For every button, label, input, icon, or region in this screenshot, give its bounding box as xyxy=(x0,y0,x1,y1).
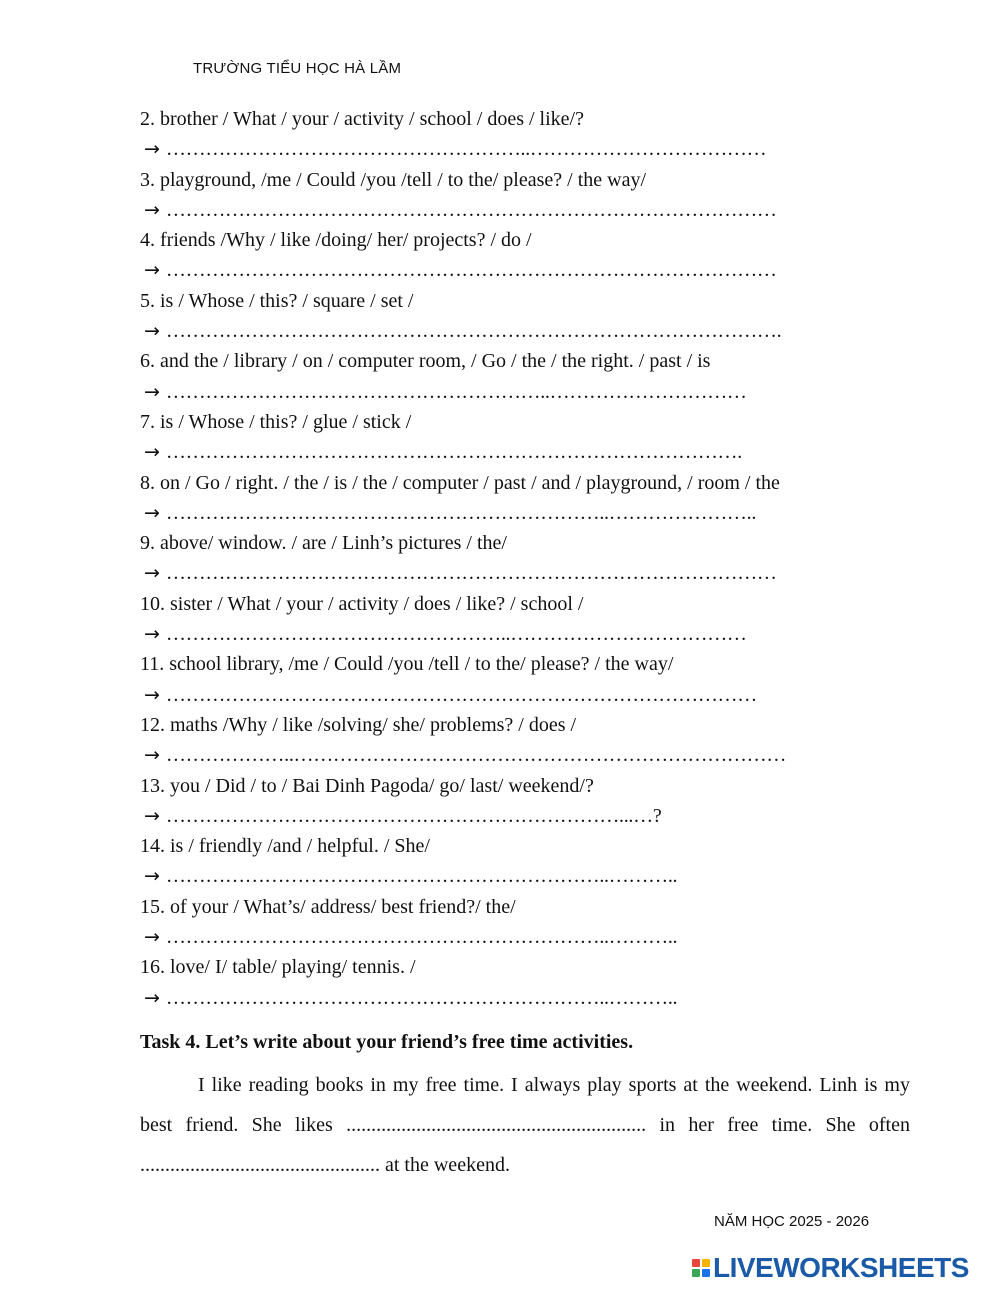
answer-blank[interactable]: …………………………………………………..………………………… xyxy=(165,380,747,403)
paragraph-text: I like reading books in my free time. I always play sports at the weekend. Linh is my best friend. She likes ............................................................ in her free time. She often ................................................ at the weekend. xyxy=(140,1074,910,1176)
question-line: 14. is / friendly /and / helpful. / She/ xyxy=(140,835,430,858)
question-line: 15. of your / What’s/ address/ best friend?/ the/ xyxy=(140,895,516,918)
answer-blank[interactable]: ……………………………………………………………………………. xyxy=(165,441,742,464)
answer-line[interactable] xyxy=(140,619,930,649)
question-line: 8. on / Go / right. / the / is / the / computer / past / and / playground, / room / the xyxy=(140,471,780,494)
arrow-icon: → xyxy=(144,259,160,282)
answer-blank[interactable]: ………………………………………………..……………………………… xyxy=(165,138,767,161)
school-year-footer: NĂM HỌC 2025 - 2026 xyxy=(714,1213,870,1230)
arrow-icon: → xyxy=(144,198,160,221)
question-line: 4. friends /Why / like /doing/ her/ projects? / do / xyxy=(140,229,532,252)
answer-line[interactable] xyxy=(140,255,930,285)
logo-square xyxy=(692,1259,700,1267)
logo-square xyxy=(692,1269,700,1277)
question-line: 12. maths /Why / like /solving/ she/ problems? / does / xyxy=(140,713,577,736)
answer-line[interactable] xyxy=(140,498,930,528)
answer-line[interactable] xyxy=(140,134,930,164)
logo-text: LIVEWORKSHEETS xyxy=(713,1252,969,1283)
arrow-icon: → xyxy=(144,501,160,524)
question-line: 7. is / Whose / this? / glue / stick / xyxy=(140,410,412,433)
question-line: 5. is / Whose / this? / square / set / xyxy=(140,289,414,312)
question-line: 9. above/ window. / are / Linh’s pictures / the/ xyxy=(140,532,507,555)
answer-blank[interactable]: …………………………………………………………..……….. xyxy=(165,926,678,949)
answer-line[interactable] xyxy=(140,316,930,346)
question-line: 2. brother / What / your / activity / school / does / like/? xyxy=(140,108,584,130)
answer-line[interactable] xyxy=(140,680,930,710)
arrow-icon: → xyxy=(144,986,160,1009)
question-line: 11. school library, /me / Could /you /tell / to the/ please? / the way/ xyxy=(140,653,674,676)
answer-blank[interactable]: ………………………………………………………………………………… xyxy=(165,259,777,282)
answer-blank[interactable]: …………………………………………………………..………………….. xyxy=(165,501,757,524)
answer-line[interactable] xyxy=(140,558,930,588)
question-line: 13. you / Did / to / Bai Dinh Pagoda/ go/ last/ weekend/? xyxy=(140,774,594,797)
exercise-list xyxy=(140,104,930,1013)
answer-blank[interactable]: ……………………………………………………………………………… xyxy=(165,683,757,706)
logo-icon xyxy=(692,1259,710,1277)
question-line: 3. playground, /me / Could /you /tell / to the/ please? / the way/ xyxy=(140,168,647,191)
answer-blank[interactable]: ……………………………………………..……………………………… xyxy=(165,623,747,646)
arrow-icon: → xyxy=(144,744,160,767)
answer-line[interactable] xyxy=(140,861,930,891)
arrow-icon: → xyxy=(144,683,160,706)
school-header: TRƯỜNG TIỂU HỌC HÀ LẦM xyxy=(193,60,402,77)
liveworksheets-logo xyxy=(692,1252,969,1284)
answer-line[interactable] xyxy=(140,377,930,407)
task-paragraph xyxy=(140,1065,910,1185)
answer-line[interactable] xyxy=(140,983,930,1013)
arrow-icon: → xyxy=(144,865,160,888)
answer-line[interactable] xyxy=(140,195,930,225)
answer-blank[interactable]: …………………………………………………………………………………. xyxy=(165,320,782,343)
arrow-icon: → xyxy=(144,138,160,161)
question-line: 16. love/ I/ table/ playing/ tennis. / xyxy=(140,956,416,979)
logo-square xyxy=(702,1259,710,1267)
answer-blank[interactable]: ………………………………………………………………………………… xyxy=(165,562,777,585)
task-title: Task 4. Let’s write about your friend’s free time activities. xyxy=(140,1031,634,1053)
question-line: 10. sister / What / your / activity / does / like? / school / xyxy=(140,592,584,615)
arrow-icon: → xyxy=(144,926,160,949)
answer-line[interactable] xyxy=(140,922,930,952)
answer-blank[interactable]: ………………..………………………………………………………………… xyxy=(165,744,787,767)
arrow-icon: → xyxy=(144,623,160,646)
answer-line[interactable] xyxy=(140,740,930,770)
answer-line[interactable] xyxy=(140,437,930,467)
logo-square xyxy=(702,1269,710,1277)
arrow-icon: → xyxy=(144,320,160,343)
arrow-icon: → xyxy=(144,441,160,464)
arrow-icon: → xyxy=(144,804,160,827)
answer-blank[interactable]: …………………………………………………………..……….. xyxy=(165,865,678,888)
question-line: 6. and the / library / on / computer room, / Go / the / the right. / past / is xyxy=(140,350,711,373)
answer-blank[interactable]: …………………………………………………………..……….. xyxy=(165,986,678,1009)
answer-blank[interactable]: ……………………………………………………………...…? xyxy=(165,804,662,827)
answer-line[interactable] xyxy=(140,801,930,831)
answer-blank[interactable]: ………………………………………………………………………………… xyxy=(165,198,777,221)
arrow-icon: → xyxy=(144,380,160,403)
arrow-icon: → xyxy=(144,562,160,585)
